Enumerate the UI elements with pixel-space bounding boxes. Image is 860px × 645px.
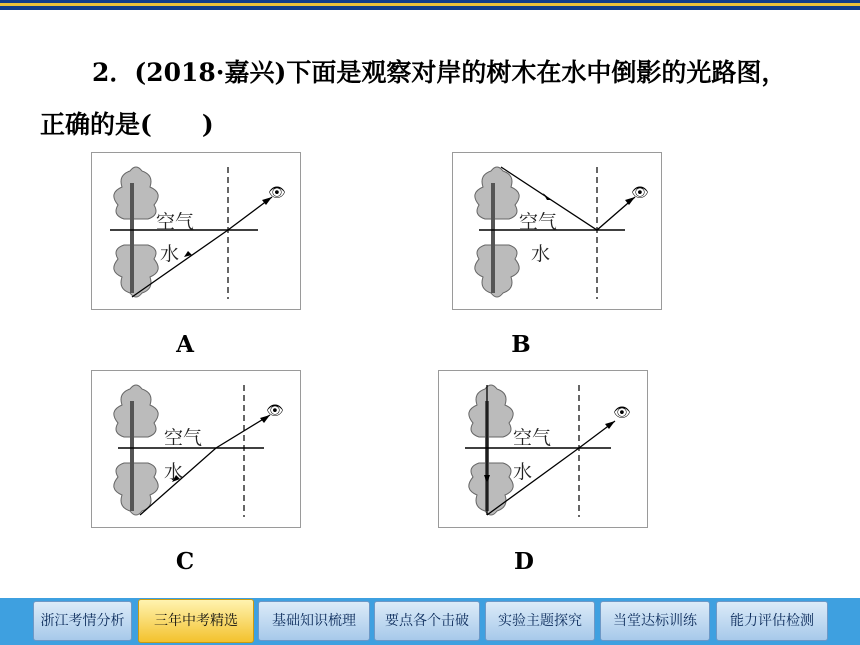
tab-zhejiang-analysis[interactable]: 浙江考情分析	[33, 601, 132, 641]
figure-a	[91, 152, 301, 310]
tab-ability-assessment[interactable]: 能力评估检测	[716, 601, 828, 641]
air-label: 空气	[156, 211, 195, 233]
question-line-2: 正确的是( )	[40, 110, 214, 139]
option-c-label[interactable]: C	[175, 548, 195, 575]
figure-d	[438, 370, 648, 528]
water-label: 水	[531, 243, 551, 265]
question-line-1: 2．(2018·嘉兴)下面是观察对岸的树木在水中倒影的光路图，	[92, 58, 787, 87]
option-b-label[interactable]: B	[511, 331, 531, 358]
svg-text:👁: 👁	[268, 185, 286, 201]
air-label: 空气	[513, 427, 552, 449]
tab-experiment-topics[interactable]: 实验主题探究	[485, 601, 595, 641]
water-label: 水	[160, 243, 180, 265]
tab-key-points[interactable]: 要点各个击破	[374, 601, 480, 641]
option-d-label[interactable]: D	[514, 548, 534, 575]
figure-c	[91, 370, 301, 528]
svg-text:👁: 👁	[631, 185, 649, 201]
bottom-nav	[0, 598, 860, 645]
svg-text:👁: 👁	[613, 405, 631, 421]
tab-class-practice[interactable]: 当堂达标训练	[600, 601, 710, 641]
water-label: 水	[513, 461, 533, 483]
question-text	[40, 47, 840, 151]
tab-basic-knowledge[interactable]: 基础知识梳理	[258, 601, 370, 641]
air-label: 空气	[519, 211, 558, 233]
tab-three-year-exams[interactable]: 三年中考精选	[138, 599, 254, 643]
top-bar-stripe	[0, 3, 860, 6]
svg-text:👁: 👁	[266, 403, 284, 419]
air-label: 空气	[164, 427, 203, 449]
figure-b	[452, 152, 662, 310]
water-label: 水	[164, 461, 184, 483]
top-bar	[0, 0, 860, 10]
option-a-label[interactable]: A	[176, 331, 194, 358]
